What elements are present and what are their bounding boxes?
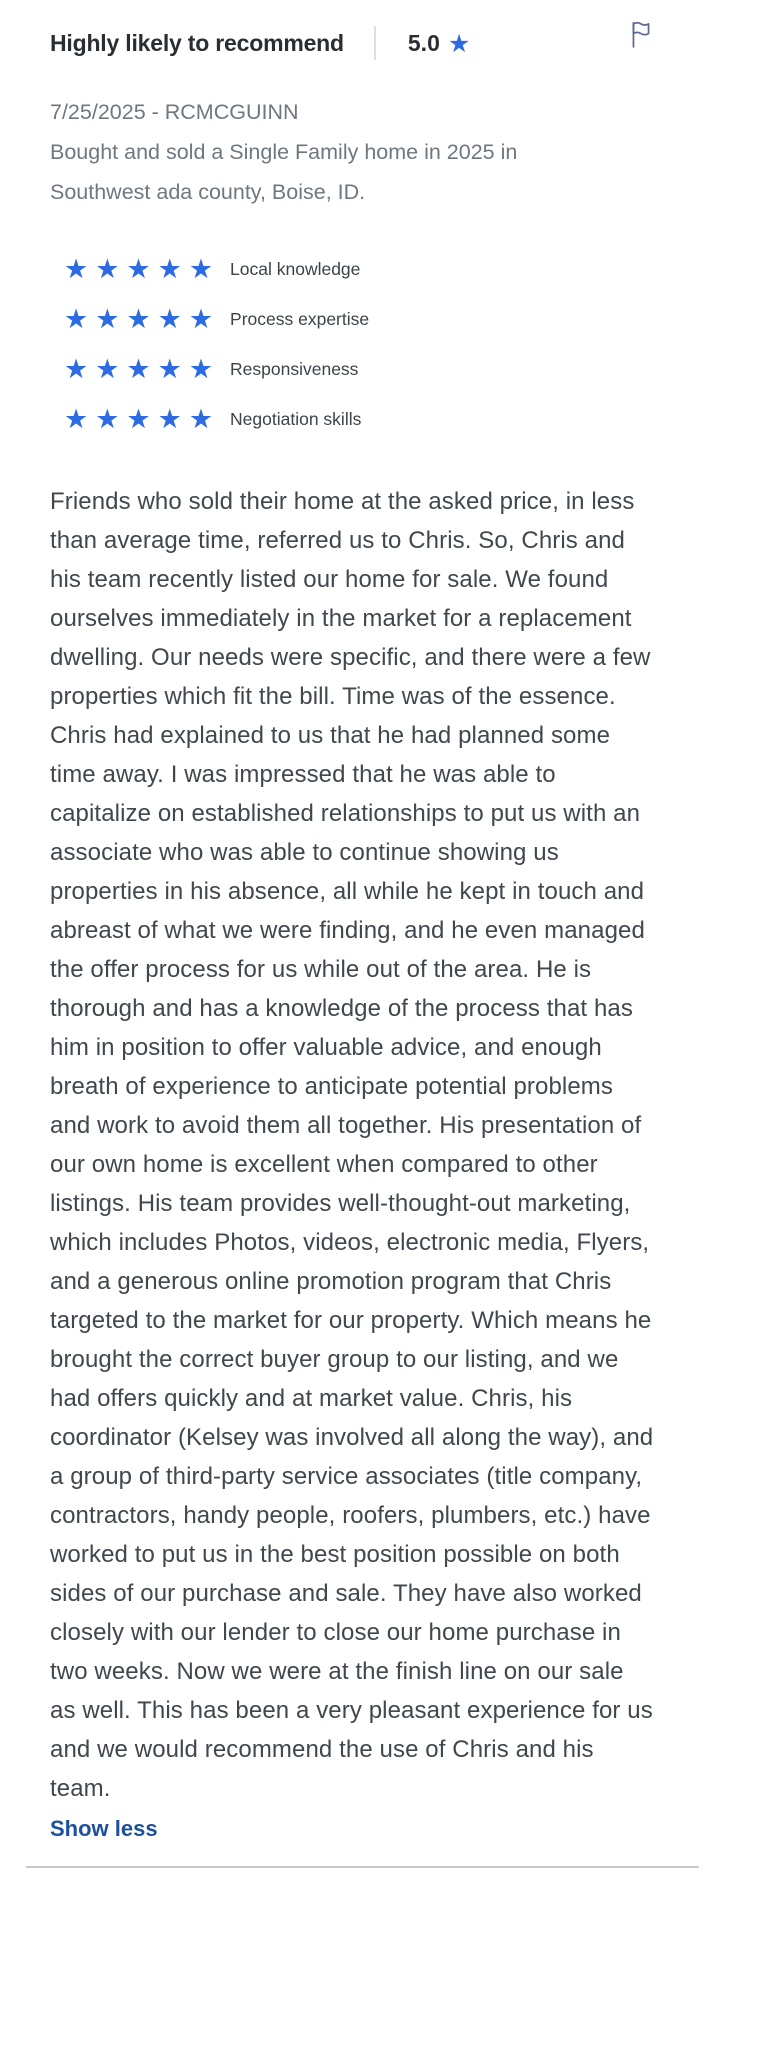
review-body: Friends who sold their home at the asked price, in less than average time, referred us to Chris. So, Chris and his team recently listed our home for sale. We found ourselves immediately in the market for a replacement dwelling. Our needs were specific, and there were a few properties which fit the bill. Time was of the essence. Chris had explained to us that he had planned some time away. I was impressed that he was able to capitalize on established relationships to put us with an associate who was able to continue showing us properties in his absence, all while he kept in touch and abreast of what we were finding, and he even managed the offer process for us while out of the area. He is thorough and has a knowledge of the process that has him in position to offer valuable advice, and enough breath of experience to anticipate potential problems and work to avoid them all together. His presentation of our own home is excellent when compared to other listings. His team provides well-thought-out marketing, which includes Photos, videos, electronic media, Flyers, and a generous online promotion program that Chris targeted to the market for our property. Which means he brought the correct buyer group to our listing, and we had offers quickly and at market value. Chris, his coordinator (Kelsey was involved all along the way), and a group of third-party service associates (title company, contractors, handy people, roofers, plumbers, etc.) have worked to put us in the best position possible on both sides of our purchase and sale. They have also worked closely with our lender to close our home purchase in two weeks. Now we were at the finish line on our sale as well. This has been a very pleasant experience for us and we would recommend the use of Chris and his team. — [50, 488, 654, 1802]
subrating-stars-icons: ★★★★★ — [64, 353, 221, 385]
subrating-row — [64, 394, 710, 444]
flag-icon — [628, 36, 654, 51]
subrating-stars-icons: ★★★★★ — [64, 253, 221, 285]
review-date-author: 7/25/2025 - RCMCGUINN — [50, 100, 299, 124]
subrating-stars-icons: ★★★★★ — [64, 303, 221, 335]
subrating-label: Process expertise — [230, 308, 370, 329]
review-transaction-summary: Bought and sold a Single Family home in 2025 in Southwest ada county, Boise, ID. — [50, 140, 518, 204]
subrating-label: Responsiveness — [230, 358, 359, 379]
subrating-row — [64, 294, 710, 344]
show-less-link[interactable]: Show less — [50, 1816, 158, 1841]
subrating-stars-icons: ★★★★★ — [64, 403, 221, 435]
review-meta — [50, 92, 710, 212]
header-divider — [374, 26, 376, 60]
subrating-row — [64, 244, 710, 294]
subratings-list — [50, 244, 710, 444]
report-review-button[interactable] — [624, 16, 658, 52]
subrating-label: Local knowledge — [230, 258, 361, 279]
review-header — [50, 26, 710, 60]
section-divider — [26, 1866, 699, 1868]
subrating-row — [64, 344, 710, 394]
overall-rating — [408, 30, 470, 57]
review-title: Highly likely to recommend — [50, 29, 344, 56]
overall-rating-value: 5.0 — [407, 29, 440, 56]
subrating-label: Negotiation skills — [230, 408, 362, 429]
star-icon: ★ — [447, 28, 471, 58]
